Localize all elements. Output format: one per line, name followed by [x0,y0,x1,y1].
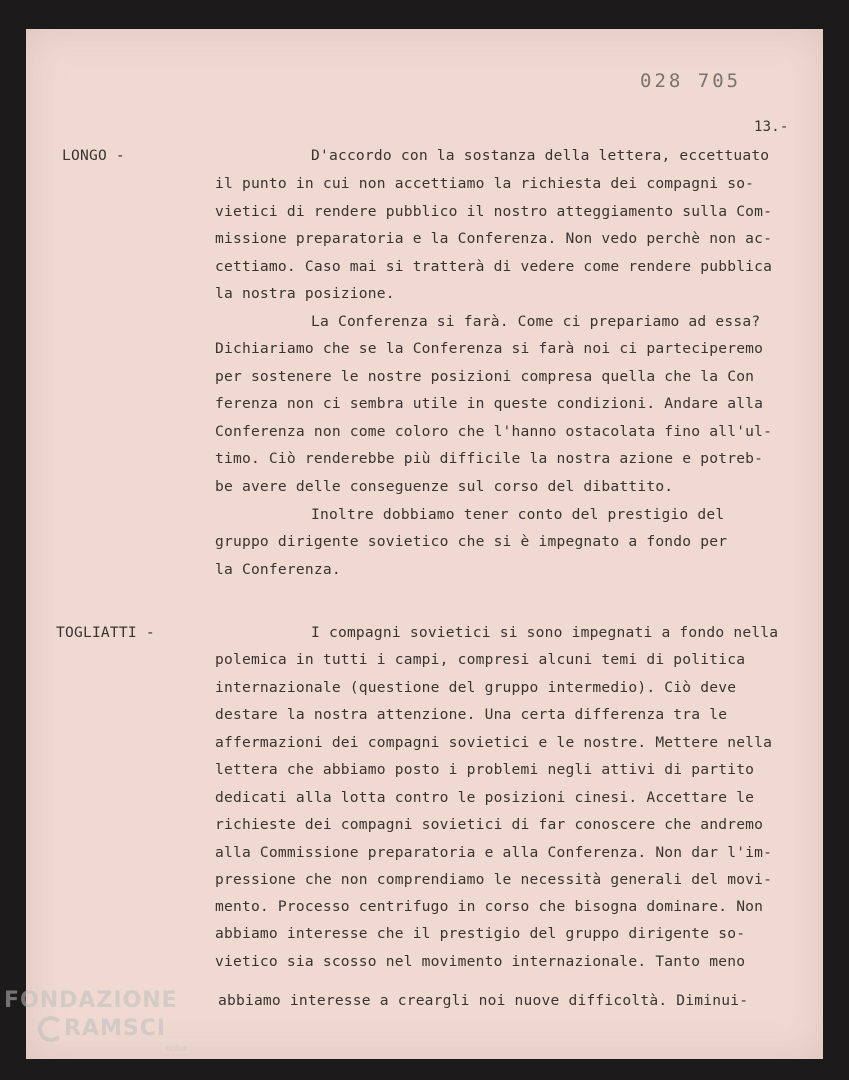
document-page [26,29,823,1059]
text-line: richieste dei compagni sovietici di far conoscere che andremo [215,816,764,833]
speaker-label: TOGLIATTI - [56,624,155,641]
text-line: La Conferenza si farà. Come ci prepariamo ad essa? [311,313,761,330]
text-line: la nostra posizione. [215,285,395,302]
text-line: gruppo dirigente sovietico che si è impegnato a fondo per [215,533,728,550]
text-line: alla Commissione preparatoria e alla Conferenza. Non dar l'im- [215,844,773,861]
text-line: il punto in cui non accettiamo la richiesta dei compagni so- [215,175,755,192]
text-line: polemica in tutti i campi, compresi alcuni temi di politica [215,651,746,668]
text-line: vietici di rendere pubblico il nostro atteggiamento sulla Com- [215,203,773,220]
text-line: I compagni sovietici si sono impegnati a fondo nella [311,624,779,641]
watermark-line: RAMSCI [64,1016,167,1041]
document-number: 028 705 [640,70,742,92]
text-line: be avere delle conseguenze sul corso del dibattito. [215,478,674,495]
text-line: pressione che non comprendiamo le necessità generali del movi- [215,871,773,888]
text-line: missione preparatoria e la Conferenza. Non vedo perchè non ac- [215,230,773,247]
page-number: 13.- [754,119,789,135]
text-line: abbiamo interesse a creargli noi nuove difficoltà. Diminui- [218,992,749,1009]
text-line: per sostenere le nostre posizioni compresa quella che la Con [215,368,755,385]
watermark-line: FONDAZIONE [4,988,178,1013]
text-line: cettiamo. Caso mai si tratterà di vedere come rendere pubblica [215,258,773,275]
text-line: vietico sia scosso nel movimento internazionale. Tanto meno [215,953,746,970]
text-line: Conferenza non come coloro che l'hanno ostacolata fino all'ul- [215,423,773,440]
text-line: D'accordo con la sostanza della lettera, eccettuato [311,147,770,164]
text-line: dedicati alla lotta contro le posizioni cinesi. Accettare le [215,789,755,806]
text-line: lettera che abbiamo posto i problemi negli attivi di partito [215,761,755,778]
text-line: affermazioni dei compagni sovietici e le nostre. Mettere nella [215,734,773,751]
text-line: la Conferenza. [215,561,341,578]
text-line: timo. Ciò renderebbe più difficile la nostra azione e potreb- [215,450,764,467]
watermark-onlus: onlus [166,1044,188,1053]
text-line: Inoltre dobbiamo tener conto del prestigio del [311,506,725,523]
text-line: internazionale (questione del gruppo intermedio). Ciò deve [215,679,737,696]
watermark-g-logo-icon [38,1016,64,1042]
text-line: ferenza non ci sembra utile in queste condizioni. Andare alla [215,395,764,412]
speaker-label: LONGO - [62,147,125,164]
text-line: abbiamo interesse che il prestigio del gruppo dirigente so- [215,925,746,942]
text-line: mento. Processo centrifugo in corso che bisogna dominare. Non [215,898,764,915]
text-line: Dichiariamo che se la Conferenza si farà noi ci parteciperemo [215,340,764,357]
fondazione-gramsci-watermark [4,988,214,1068]
text-line: destare la nostra attenzione. Una certa differenza tra le [215,706,728,723]
